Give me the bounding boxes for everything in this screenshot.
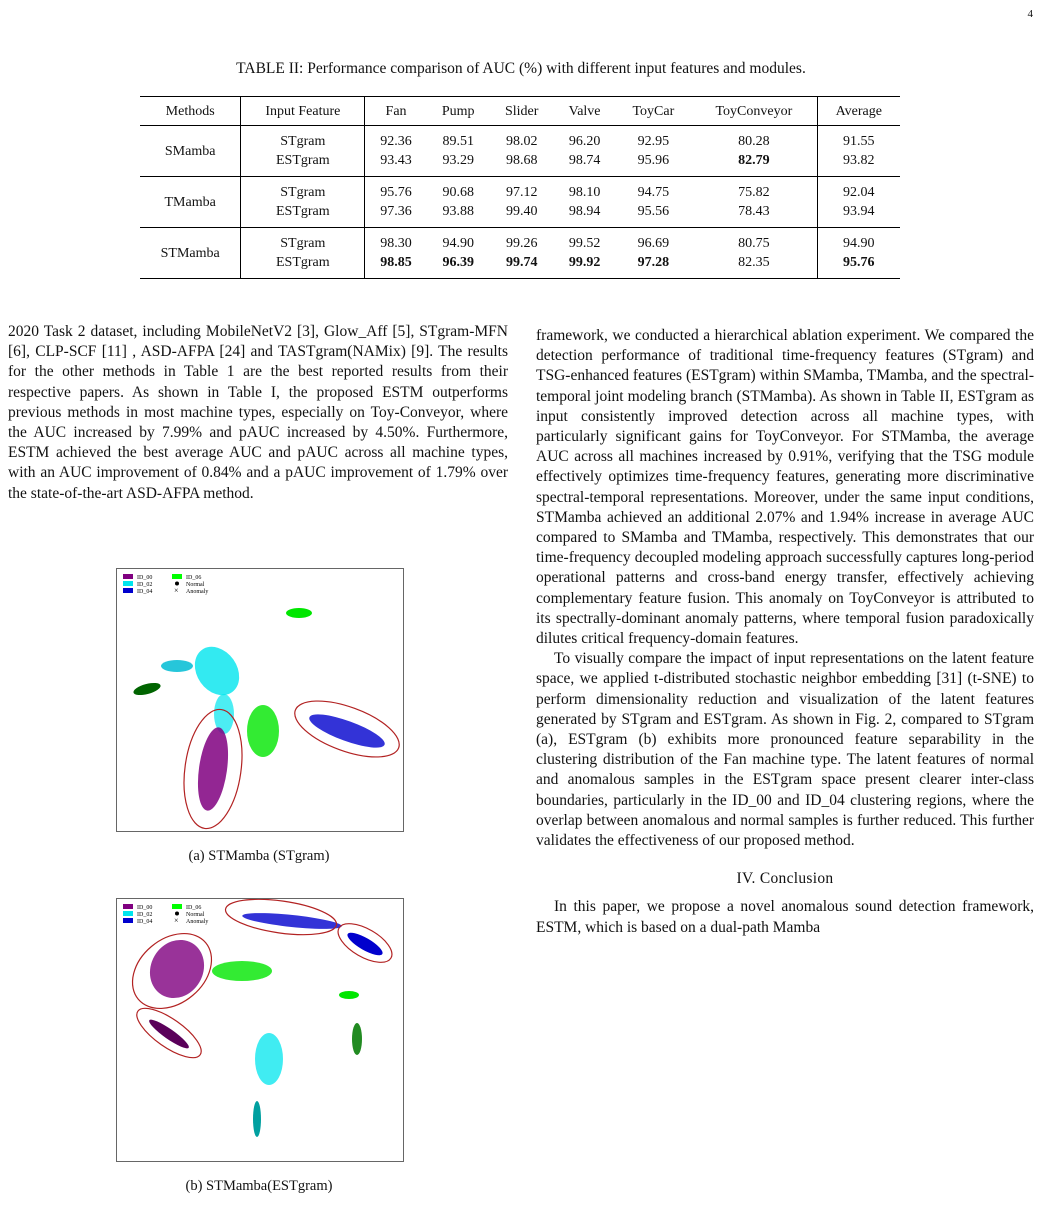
svg-text:×: × [174,586,179,595]
method-cell: TMamba [140,177,241,228]
method-cell: SMamba [140,126,241,177]
legend-label: Normal [186,912,205,918]
table-row [140,126,900,152]
value-cell: 98.30 [365,228,427,254]
value-cell: 94.90 [442,236,474,251]
section-heading: IV. Conclusion [736,870,834,888]
header-average: Average [817,97,900,126]
legend-label: ID_06 [186,905,202,911]
value-cell: 92.36 [365,126,427,152]
value-cell: 80.75 [738,236,770,251]
value-cell: 92.04 [817,177,900,203]
bold-value: 96.39 [442,255,474,270]
value-cell: 93.88 [427,202,490,228]
legend-label: ID_02 [137,912,153,918]
value-cell: 93.94 [817,202,900,228]
header-slider: Slider [490,97,554,126]
header-fan: Fan [365,97,427,126]
value-cell-bold [616,253,692,279]
value-cell: 91.55 [817,126,900,152]
tsne-plot-b [116,898,404,1162]
svg-text:×: × [174,916,179,925]
feature-cell: STgram [241,126,365,152]
legend-label: ID_04 [137,589,153,595]
feature-cell: ESTgram [241,151,365,177]
value-cell: 95.96 [616,151,692,177]
value-cell: 78.43 [691,202,817,228]
value-cell: 82.35 [691,253,817,279]
value-cell: 98.94 [554,202,616,228]
value-cell: 93.43 [365,151,427,177]
bold-value: 98.85 [380,255,412,270]
figure-b [116,898,402,1162]
header-pump: Pump [427,97,490,126]
results-table [140,96,900,279]
value-cell-bold [490,253,554,279]
value-cell-bold [427,253,490,279]
value-cell-bold [554,253,616,279]
header-valve: Valve [554,97,616,126]
header-toyconveyor: ToyConveyor [691,97,817,126]
table-row [140,202,900,228]
left-paragraph: 2020 Task 2 dataset, including MobileNetV2 [3], Glow_Aff [5], STgram-MFN [6], CLP-SCF [11] , ASD-AFPA [24] and TASTgram(NAMix) [9]. The results for the other methods in Table 1 are the best reported results from their respective papers. As shown in Table I, the proposed ESTM outperforms previous methods in most machine types, especially on Toy-Conveyor, where the AUC increased by 7.99% and pAUC increased by 4.50%. Furthermore, ESTM achieved the best average AUC and pAUC across all machine types, with an AUC improvement of 0.84% and a pAUC improvement of 1.79% over the state-of-the-art ASD-AFPA method. [8,323,508,502]
value-cell: 98.10 [568,185,601,200]
value-cell: 95.56 [616,202,692,228]
value-cell: 99.26 [505,236,538,251]
value-cell: 96.69 [637,236,670,251]
value-cell-bold [691,151,817,177]
table-row [140,253,900,279]
figure-b-caption: (b) STMamba(ESTgram) [185,1178,333,1194]
header-input-feature: Input Feature [241,97,365,126]
legend-label: ID_00 [137,905,153,911]
table-row [140,151,900,177]
value-cell: 94.75 [637,185,670,200]
bold-value: 97.28 [637,255,670,270]
value-cell: 98.74 [554,151,616,177]
tsne-plot-a [116,568,404,832]
value-cell: 98.68 [490,151,554,177]
table-caption: TABLE II: Performance comparison of AUC (%) with different input features and modules. [236,60,806,77]
value-cell: 92.95 [637,134,670,149]
value-cell: 97.36 [365,202,427,228]
header-methods: Methods [140,97,241,126]
header-toycar: ToyCar [616,97,692,126]
bold-value: 99.74 [505,255,538,270]
value-cell: 93.82 [817,151,900,177]
value-cell: 99.52 [568,236,601,251]
bold-value: 99.92 [568,255,601,270]
legend-label: Normal [186,582,205,588]
figure-a-caption: (a) STMamba (STgram) [188,848,330,864]
right-paragraph-3: In this paper, we propose a novel anomalous sound detection framework, ESTM, which is based on a dual-path Mamba [536,898,1034,936]
feature-cell: STgram [241,228,365,254]
left-column [8,322,508,504]
feature-cell: STgram [241,177,365,203]
value-cell: 97.12 [505,185,538,200]
bold-value: 82.79 [738,153,770,168]
right-column [536,326,1034,938]
page-number: 4 [1027,8,1033,20]
legend-label: ID_00 [137,575,153,581]
legend-label: ID_04 [137,919,153,925]
method-cell: STMamba [140,228,241,279]
value-cell: 90.68 [442,185,474,200]
right-paragraph-2: To visually compare the impact of input representations on the latent feature space, we applied t-distributed stochastic neighbor embedding [31] (t-SNE) to perform dimensionality reduction and visualization of the latent features generated by STgram and ESTgram. As shown in Fig. 2, compared to STgram (a), ESTgram (b) exhibits more pronounced feature separability in the clustering distribution of the Fan machine type. The latent features of normal and anomalous samples in the ESTgram space present clearer inter-class boundaries, particularly in the ID_00 and ID_04 clustering regions, where the overlap between anomalous and normal samples is further reduced. This further validates the effectiveness of our proposed method. [536,650,1034,850]
value-cell: 89.51 [442,134,474,149]
value-cell: 95.76 [365,177,427,203]
value-cell: 98.02 [505,134,538,149]
value-cell: 80.28 [738,134,770,149]
legend-label: Anomaly [186,589,209,595]
feature-cell: ESTgram [241,253,365,279]
legend-label: ID_02 [137,582,153,588]
value-cell: 75.82 [738,185,770,200]
value-cell-bold [817,253,900,279]
value-cell: 99.40 [490,202,554,228]
value-cell: 96.20 [568,134,601,149]
legend-label: ID_06 [186,575,202,581]
feature-cell: ESTgram [241,202,365,228]
table-header-row [140,97,900,126]
table-row [140,228,900,254]
figure-a [116,568,402,832]
bold-value: 95.76 [843,255,875,270]
legend-label: Anomaly [186,919,209,925]
value-cell: 93.29 [427,151,490,177]
value-cell-bold [365,253,427,279]
value-cell: 94.90 [817,228,900,254]
right-paragraph-1: framework, we conducted a hierarchical ablation experiment. We compared the detection performance of traditional time-frequency features (STgram) and TSG-enhanced features (ESTgram) within SMamba, TMamba, and the spectral-temporal joint modeling branch (STMamba). As shown in Table II, ESTgram as input consistently improved detection across all machine types, with particularly significant gains for ToyConveyor. For STMamba, the average AUC across all machines increased by 0.91%, verifying that the TSG module effectively optimizes time-frequency features, generating more discriminative spectral-temporal representations. Moreover, under the same input conditions, STMamba achieved an additional 2.07% and 1.94% increase in average AUC compared to SMamba and TMamba, respectively. This demonstrates that our time-frequency decoupled modeling approach successfully captures long-period operational patterns and cross-band energy transfer, effectively achieving complementary feature fusion. This anomaly on ToyConveyor is attributed to its spectrally-dominant anomaly patterns, where temporal fusion paradoxically dilutes critical frequency-domain features. [536,327,1034,648]
table-row [140,177,900,203]
